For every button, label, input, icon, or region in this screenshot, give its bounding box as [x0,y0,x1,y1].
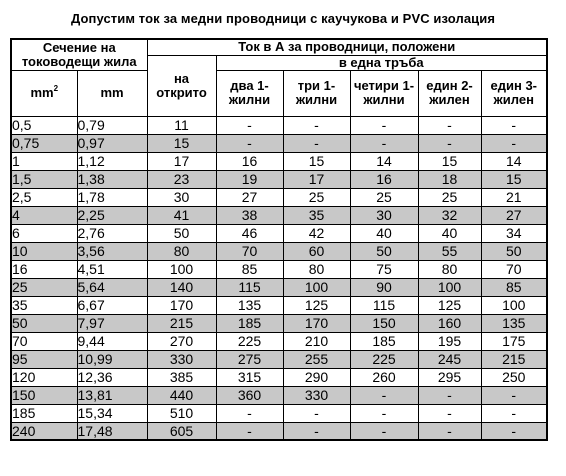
table-cell: 0,75 [11,134,77,152]
table-cell: 7,97 [77,314,147,332]
table-cell: 2,5 [11,188,77,206]
table-cell: - [283,422,350,440]
table-cell: 85 [216,260,283,278]
table-cell: 210 [283,332,350,350]
table-cell: 30 [147,188,216,206]
table-cell: 510 [147,404,216,422]
table-cell: 60 [283,242,350,260]
table-cell: - [418,404,481,422]
table-row [11,206,547,224]
table-row [11,314,547,332]
table-cell: 100 [283,278,350,296]
table-row [11,116,547,134]
table-cell: 50 [350,242,418,260]
table-cell: 250 [481,368,547,386]
table-cell: 225 [350,350,418,368]
table-cell: - [481,422,547,440]
table-row [11,332,547,350]
table-cell: 255 [283,350,350,368]
table-cell: 32 [418,206,481,224]
table-cell: 270 [147,332,216,350]
table-body [11,116,547,440]
table-cell: 4,51 [77,260,147,278]
table-cell: 195 [418,332,481,350]
table-cell: 290 [283,368,350,386]
table-cell: 11 [147,116,216,134]
table-row [11,350,547,368]
table-cell: 135 [216,296,283,314]
table-cell: 50 [11,314,77,332]
table-cell: 0,97 [77,134,147,152]
mm-header: mm [77,70,147,116]
table-cell: 1,38 [77,170,147,188]
table-row [11,404,547,422]
table-cell: - [216,404,283,422]
table-cell: 50 [481,242,547,260]
three-single-core-header: три 1- жилни [283,70,350,116]
table-cell: - [481,134,547,152]
table-cell: 185 [11,404,77,422]
table-row [11,170,547,188]
table-cell: 15 [481,170,547,188]
table-cell: 2,25 [77,206,147,224]
table-cell: 9,44 [77,332,147,350]
table-cell: 6,67 [77,296,147,314]
table-cell: 14 [350,152,418,170]
table-cell: 41 [147,206,216,224]
table-cell: 16 [11,260,77,278]
table-cell: 16 [350,170,418,188]
table-cell: 17,48 [77,422,147,440]
one-two-core-header: един 2- жилен [418,70,481,116]
table-cell: 27 [481,206,547,224]
table-cell: - [283,404,350,422]
table-cell: 1,5 [11,170,77,188]
table-row [11,368,547,386]
page-title: Допустим ток за медни проводници с каучукова и PVC изолация [70,11,496,26]
table-cell: 360 [216,386,283,404]
table-cell: 35 [11,296,77,314]
table-cell: 10,99 [77,350,147,368]
table-cell: - [418,386,481,404]
table-cell: 25 [418,188,481,206]
table-cell: 6 [11,224,77,242]
table-cell: 140 [147,278,216,296]
table-cell: 170 [147,296,216,314]
table-cell: 15 [147,134,216,152]
table-cell: 100 [481,296,547,314]
table-cell: 27 [216,188,283,206]
table-cell: - [350,116,418,134]
two-single-core-header: два 1- жилни [216,70,283,116]
table-cell: 120 [11,368,77,386]
table-cell: 17 [147,152,216,170]
table-cell: 385 [147,368,216,386]
table-row [11,188,547,206]
table-cell: 330 [283,386,350,404]
table-cell: 15,34 [77,404,147,422]
table-cell: 34 [481,224,547,242]
table-cell: 80 [147,242,216,260]
table-cell: 40 [418,224,481,242]
open-air-header: на открито [147,55,216,116]
table-row [11,224,547,242]
table-cell: 80 [283,260,350,278]
table-cell: - [216,116,283,134]
table-cell: 30 [350,206,418,224]
table-cell: 18 [418,170,481,188]
table-cell: 14 [481,152,547,170]
table-cell: - [283,134,350,152]
table-cell: 175 [481,332,547,350]
table-cell: 115 [216,278,283,296]
table-cell: 260 [350,368,418,386]
table-cell: 295 [418,368,481,386]
table-cell: 95 [11,350,77,368]
table-cell: 25 [11,278,77,296]
table-cell: 100 [418,278,481,296]
table-cell: 225 [216,332,283,350]
table-cell: 215 [481,350,547,368]
table-cell: - [216,422,283,440]
table-cell: 19 [216,170,283,188]
table-row [11,242,547,260]
mm2-header: $mm^2$ [11,70,77,116]
table-cell: 50 [147,224,216,242]
table-cell: 75 [350,260,418,278]
table-cell: 35 [283,206,350,224]
table-cell: 185 [216,314,283,332]
table-cell: 70 [481,260,547,278]
table-row [11,422,547,440]
table-cell: - [481,404,547,422]
table-cell: 80 [418,260,481,278]
table-row [11,134,547,152]
table-cell: 13,81 [77,386,147,404]
one-three-core-header: един 3- жилен [481,70,547,116]
table-cell: 150 [11,386,77,404]
table-cell: 38 [216,206,283,224]
table-cell: 1,12 [77,152,147,170]
table-cell: 12,36 [77,368,147,386]
table-cell: 70 [11,332,77,350]
table-cell: 115 [350,296,418,314]
table-cell: 25 [350,188,418,206]
table-cell: 0,5 [11,116,77,134]
table-cell: 17 [283,170,350,188]
ampacity-table [10,38,548,441]
table-cell: 15 [418,152,481,170]
table-cell: 25 [283,188,350,206]
table-cell: 55 [418,242,481,260]
table-cell: 160 [418,314,481,332]
table-cell: 150 [350,314,418,332]
table-cell: - [350,404,418,422]
table-cell: 85 [481,278,547,296]
table-row [11,152,547,170]
table-cell: 215 [147,314,216,332]
table-cell: 4 [11,206,77,224]
table-cell: 100 [147,260,216,278]
section-group-header: Сечение на тоководещи жила [11,39,147,70]
table-cell: 315 [216,368,283,386]
table-cell: - [350,422,418,440]
table-cell: - [216,134,283,152]
table-cell: 1 [11,152,77,170]
table-row [11,260,547,278]
table-row [11,386,547,404]
table-row [11,296,547,314]
table-cell: 330 [147,350,216,368]
table-cell: 245 [418,350,481,368]
table-cell: 185 [350,332,418,350]
table-cell: - [481,386,547,404]
table-cell: 10 [11,242,77,260]
table-cell: - [350,386,418,404]
table-cell: 2,76 [77,224,147,242]
table-cell: 605 [147,422,216,440]
table-cell: - [481,116,547,134]
table-cell: 70 [216,242,283,260]
table-cell: 275 [216,350,283,368]
table-cell: - [350,134,418,152]
table-cell: 135 [481,314,547,332]
table-cell: - [418,116,481,134]
table-cell: 46 [216,224,283,242]
table-cell: 0,79 [77,116,147,134]
four-single-core-header: четири 1- жилни [350,70,418,116]
table-cell: 90 [350,278,418,296]
table-cell: 15 [283,152,350,170]
table-cell: 440 [147,386,216,404]
table-cell: - [418,422,481,440]
table-cell: 240 [11,422,77,440]
pipe-group-header: в една тръба [216,55,547,70]
table-cell: - [418,134,481,152]
table-cell: - [283,116,350,134]
table-cell: 40 [350,224,418,242]
table-cell: 23 [147,170,216,188]
table-cell: 21 [481,188,547,206]
table-cell: 5,64 [77,278,147,296]
current-group-header: Ток в А за проводници, положени [147,39,547,55]
table-row [11,278,547,296]
table-cell: 1,78 [77,188,147,206]
table-cell: 170 [283,314,350,332]
table-cell: 16 [216,152,283,170]
table-cell: 125 [418,296,481,314]
table-cell: 42 [283,224,350,242]
table-cell: 3,56 [77,242,147,260]
table-cell: 125 [283,296,350,314]
